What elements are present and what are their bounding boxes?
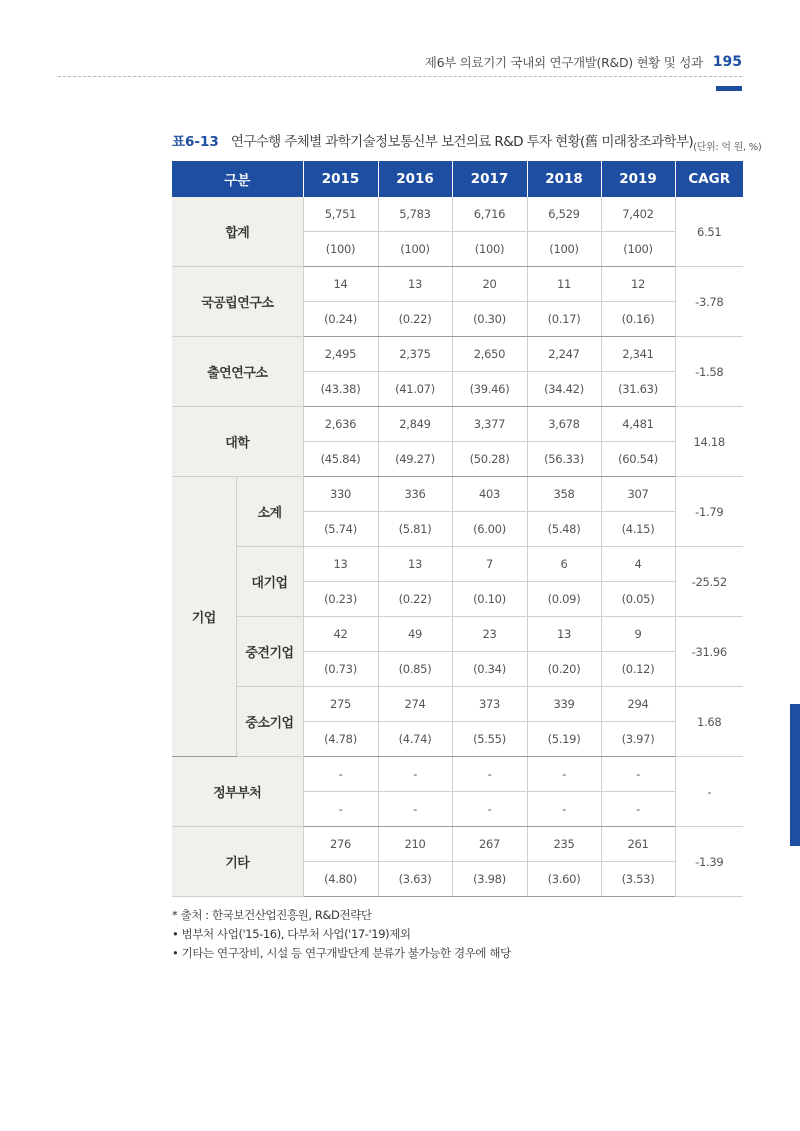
table-row bbox=[172, 617, 743, 652]
share-cell: (0.34) bbox=[452, 652, 527, 687]
note-source: * 출처 : 한국보건산업진흥원, R&D전략단 bbox=[172, 908, 372, 922]
value-cell: 5,783 bbox=[378, 197, 452, 232]
table-row bbox=[172, 477, 743, 512]
table-row bbox=[172, 827, 743, 862]
value-cell: - bbox=[601, 757, 675, 792]
value-cell: 2,247 bbox=[527, 337, 601, 372]
value-cell: - bbox=[378, 757, 452, 792]
share-cell: (0.24) bbox=[303, 302, 378, 337]
share-cell: (0.10) bbox=[452, 582, 527, 617]
value-cell: 275 bbox=[303, 687, 378, 722]
chapter-side-tab bbox=[790, 704, 800, 846]
share-cell: (4.15) bbox=[601, 512, 675, 547]
row-label: 합계 bbox=[172, 197, 303, 267]
share-cell: (39.46) bbox=[452, 372, 527, 407]
share-cell: (0.30) bbox=[452, 302, 527, 337]
share-cell: (0.22) bbox=[378, 582, 452, 617]
subrow-label: 대기업 bbox=[236, 547, 303, 617]
row-label-company: 기업 bbox=[172, 477, 236, 757]
cagr-cell: -1.58 bbox=[675, 337, 743, 407]
value-cell: 4,481 bbox=[601, 407, 675, 442]
value-cell: - bbox=[452, 757, 527, 792]
table-notes bbox=[172, 906, 511, 963]
rd-investment-table bbox=[172, 161, 743, 897]
share-cell: (43.38) bbox=[303, 372, 378, 407]
header-divider bbox=[58, 76, 742, 77]
share-cell: (41.07) bbox=[378, 372, 452, 407]
share-cell: (5.55) bbox=[452, 722, 527, 757]
row-label: 국공립연구소 bbox=[172, 267, 303, 337]
share-cell: (49.27) bbox=[378, 442, 452, 477]
value-cell: 9 bbox=[601, 617, 675, 652]
share-cell: (0.85) bbox=[378, 652, 452, 687]
share-cell: (0.12) bbox=[601, 652, 675, 687]
cagr-cell: -3.78 bbox=[675, 267, 743, 337]
share-cell: (3.60) bbox=[527, 862, 601, 897]
share-cell: (3.98) bbox=[452, 862, 527, 897]
value-cell: 2,341 bbox=[601, 337, 675, 372]
cagr-cell: -31.96 bbox=[675, 617, 743, 687]
cagr-cell: -25.52 bbox=[675, 547, 743, 617]
row-label: 대학 bbox=[172, 407, 303, 477]
table-row bbox=[172, 197, 743, 232]
cagr-cell: 6.51 bbox=[675, 197, 743, 267]
header-category: 구분 bbox=[172, 161, 303, 197]
table-row bbox=[172, 757, 743, 792]
value-cell: 49 bbox=[378, 617, 452, 652]
value-cell: 2,650 bbox=[452, 337, 527, 372]
value-cell: 3,377 bbox=[452, 407, 527, 442]
value-cell: 2,849 bbox=[378, 407, 452, 442]
share-cell: (0.22) bbox=[378, 302, 452, 337]
share-cell: (0.20) bbox=[527, 652, 601, 687]
share-cell: - bbox=[378, 792, 452, 827]
value-cell: 307 bbox=[601, 477, 675, 512]
table-unit: (단위: 억 원, %) bbox=[693, 142, 762, 153]
value-cell: 11 bbox=[527, 267, 601, 302]
value-cell: 261 bbox=[601, 827, 675, 862]
share-cell: (3.53) bbox=[601, 862, 675, 897]
header-year: 2017 bbox=[452, 161, 527, 197]
value-cell: 330 bbox=[303, 477, 378, 512]
value-cell: 267 bbox=[452, 827, 527, 862]
value-cell: 4 bbox=[601, 547, 675, 582]
value-cell: 42 bbox=[303, 617, 378, 652]
value-cell: 274 bbox=[378, 687, 452, 722]
share-cell: - bbox=[527, 792, 601, 827]
value-cell: 2,495 bbox=[303, 337, 378, 372]
value-cell: 13 bbox=[303, 547, 378, 582]
share-cell: (100) bbox=[378, 232, 452, 267]
share-cell: (5.48) bbox=[527, 512, 601, 547]
value-cell: 23 bbox=[452, 617, 527, 652]
value-cell: 403 bbox=[452, 477, 527, 512]
header-year: 2019 bbox=[601, 161, 675, 197]
value-cell: 2,375 bbox=[378, 337, 452, 372]
header-accent-bar bbox=[716, 86, 742, 91]
running-title: 제6부 의료기기 국내외 연구개발(R&D) 현황 및 성과 bbox=[424, 55, 703, 70]
share-cell: (100) bbox=[527, 232, 601, 267]
row-label: 기타 bbox=[172, 827, 303, 897]
share-cell: (0.16) bbox=[601, 302, 675, 337]
share-cell: - bbox=[452, 792, 527, 827]
row-label: 출연연구소 bbox=[172, 337, 303, 407]
share-cell: (0.23) bbox=[303, 582, 378, 617]
value-cell: 235 bbox=[527, 827, 601, 862]
share-cell: (50.28) bbox=[452, 442, 527, 477]
share-cell: (34.42) bbox=[527, 372, 601, 407]
table-caption bbox=[172, 130, 762, 153]
running-header bbox=[58, 50, 742, 74]
value-cell: 6,529 bbox=[527, 197, 601, 232]
share-cell: (31.63) bbox=[601, 372, 675, 407]
cagr-cell: 1.68 bbox=[675, 687, 743, 757]
value-cell: 373 bbox=[452, 687, 527, 722]
share-cell: (0.73) bbox=[303, 652, 378, 687]
cagr-cell: - bbox=[675, 757, 743, 827]
share-cell: - bbox=[303, 792, 378, 827]
cagr-cell: -1.39 bbox=[675, 827, 743, 897]
share-cell: (0.17) bbox=[527, 302, 601, 337]
share-cell: (45.84) bbox=[303, 442, 378, 477]
share-cell: (5.74) bbox=[303, 512, 378, 547]
value-cell: 5,751 bbox=[303, 197, 378, 232]
share-cell: (60.54) bbox=[601, 442, 675, 477]
value-cell: - bbox=[527, 757, 601, 792]
value-cell: 339 bbox=[527, 687, 601, 722]
share-cell: (3.97) bbox=[601, 722, 675, 757]
value-cell: 336 bbox=[378, 477, 452, 512]
share-cell: (3.63) bbox=[378, 862, 452, 897]
value-cell: 358 bbox=[527, 477, 601, 512]
subrow-label: 중소기업 bbox=[236, 687, 303, 757]
share-cell: (5.19) bbox=[527, 722, 601, 757]
table-row bbox=[172, 337, 743, 372]
share-cell: (6.00) bbox=[452, 512, 527, 547]
header-cagr: CAGR bbox=[675, 161, 743, 197]
value-cell: 12 bbox=[601, 267, 675, 302]
table-row bbox=[172, 547, 743, 582]
value-cell: 13 bbox=[378, 267, 452, 302]
table-header-row bbox=[172, 161, 743, 197]
table-row bbox=[172, 407, 743, 442]
share-cell: (100) bbox=[452, 232, 527, 267]
value-cell: 14 bbox=[303, 267, 378, 302]
header-year: 2016 bbox=[378, 161, 452, 197]
table-number: 표6-13 bbox=[172, 134, 219, 150]
value-cell: 210 bbox=[378, 827, 452, 862]
share-cell: - bbox=[601, 792, 675, 827]
subrow-label: 소계 bbox=[236, 477, 303, 547]
subrow-label: 중견기업 bbox=[236, 617, 303, 687]
share-cell: (5.81) bbox=[378, 512, 452, 547]
share-cell: (56.33) bbox=[527, 442, 601, 477]
value-cell: 6,716 bbox=[452, 197, 527, 232]
page-number: 195 bbox=[712, 54, 742, 70]
value-cell: 13 bbox=[527, 617, 601, 652]
share-cell: (0.05) bbox=[601, 582, 675, 617]
value-cell: 7 bbox=[452, 547, 527, 582]
note-item: • 범부처 사업('15-16), 다부처 사업('17-'19)제외 bbox=[172, 927, 411, 941]
share-cell: (4.78) bbox=[303, 722, 378, 757]
value-cell: 3,678 bbox=[527, 407, 601, 442]
table-title: 연구수행 주체별 과학기술정보통신부 보건의료 R&D 투자 현황(舊 미래창조과학부) bbox=[230, 134, 694, 150]
share-cell: (4.80) bbox=[303, 862, 378, 897]
table-row bbox=[172, 267, 743, 302]
header-year: 2015 bbox=[303, 161, 378, 197]
value-cell: 7,402 bbox=[601, 197, 675, 232]
value-cell: 13 bbox=[378, 547, 452, 582]
note-item: • 기타는 연구장비, 시설 등 연구개발단계 분류가 불가능한 경우에 해당 bbox=[172, 946, 511, 960]
value-cell: 294 bbox=[601, 687, 675, 722]
value-cell: 20 bbox=[452, 267, 527, 302]
value-cell: 2,636 bbox=[303, 407, 378, 442]
cagr-cell: -1.79 bbox=[675, 477, 743, 547]
table-row bbox=[172, 687, 743, 722]
cagr-cell: 14.18 bbox=[675, 407, 743, 477]
share-cell: (100) bbox=[601, 232, 675, 267]
value-cell: 6 bbox=[527, 547, 601, 582]
header-year: 2018 bbox=[527, 161, 601, 197]
share-cell: (100) bbox=[303, 232, 378, 267]
share-cell: (0.09) bbox=[527, 582, 601, 617]
value-cell: - bbox=[303, 757, 378, 792]
value-cell: 276 bbox=[303, 827, 378, 862]
share-cell: (4.74) bbox=[378, 722, 452, 757]
row-label: 정부부처 bbox=[172, 757, 303, 827]
